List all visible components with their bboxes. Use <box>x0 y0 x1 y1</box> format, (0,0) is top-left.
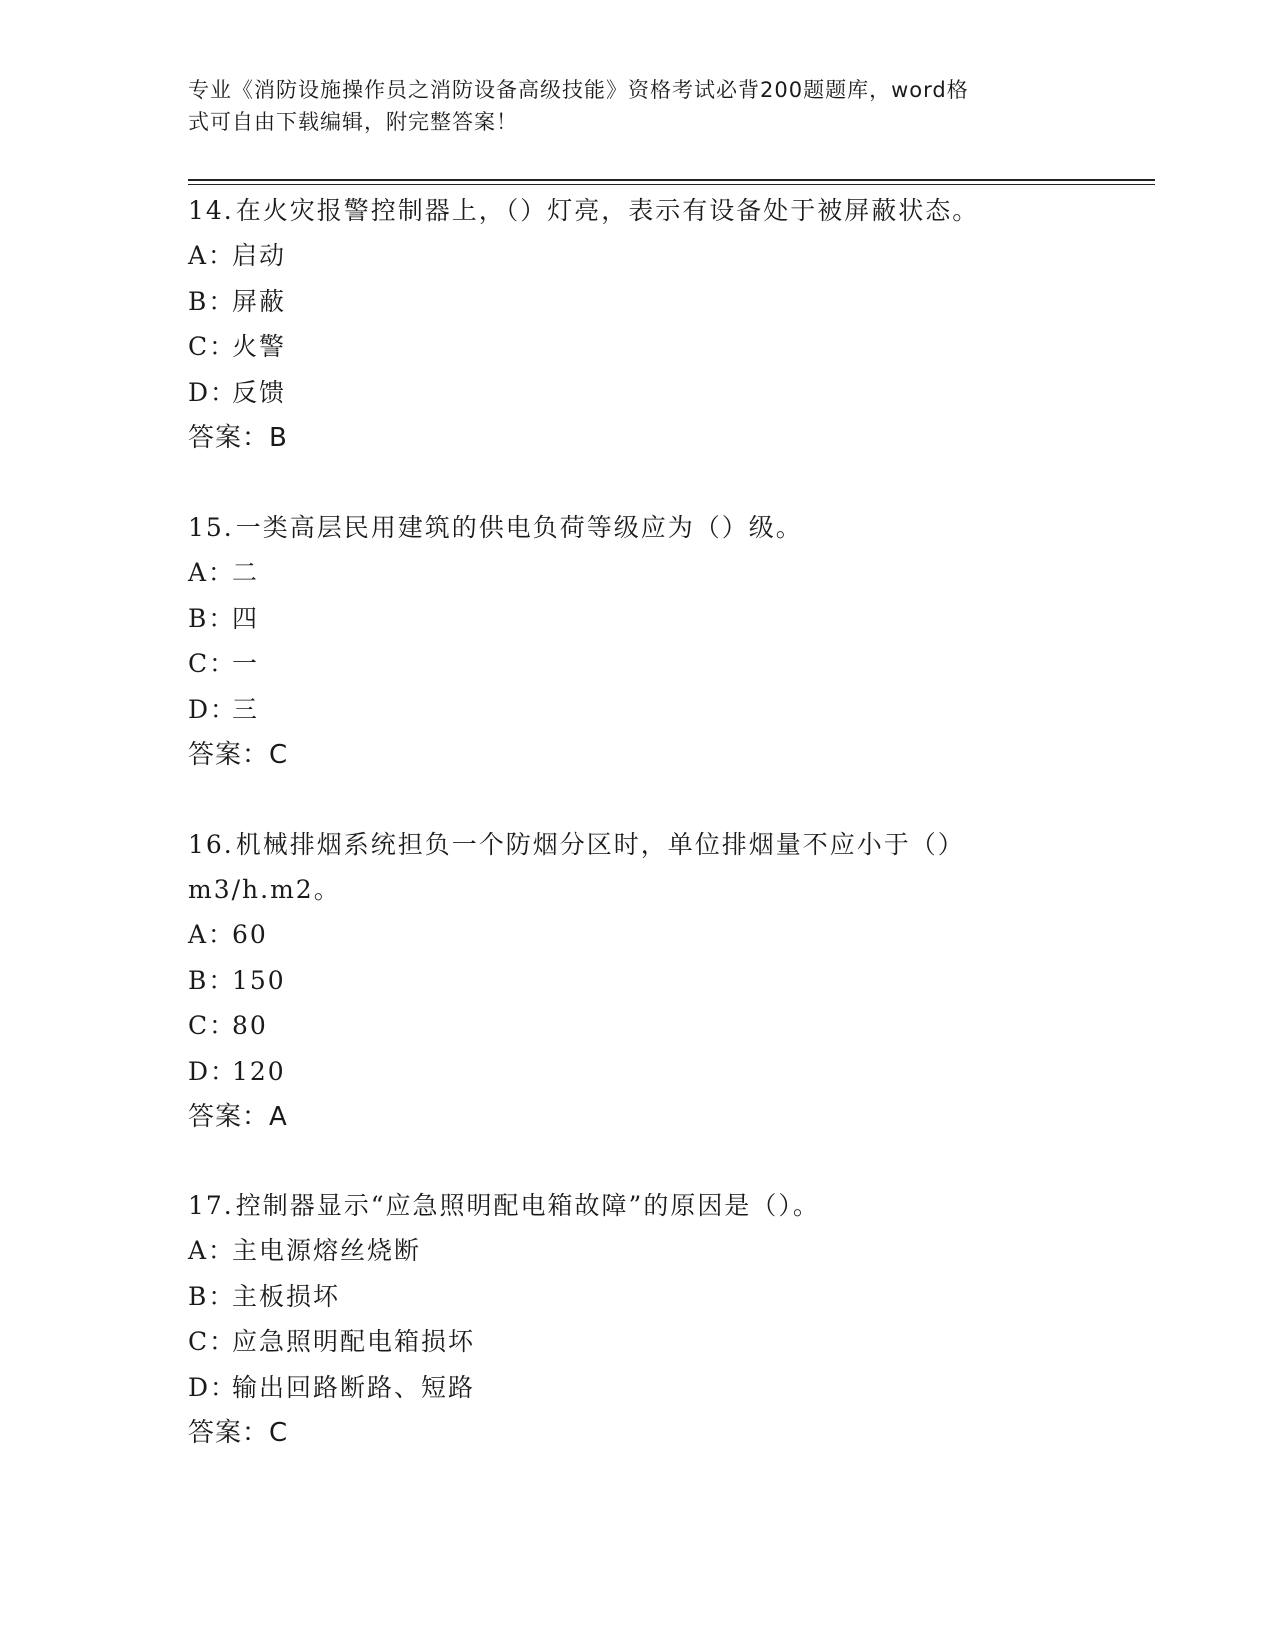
option-text: 80 <box>232 1011 268 1040</box>
header-divider-thick <box>188 179 1155 181</box>
option-key: C： <box>188 332 237 361</box>
option-d <box>188 1049 965 1095</box>
option-text: 主板损坏 <box>232 1281 341 1311</box>
option-key: B： <box>188 965 236 995</box>
option-text: 二 <box>232 558 260 587</box>
question-17 <box>188 1183 820 1456</box>
option-d <box>188 370 979 416</box>
question-number: 17. <box>188 1191 234 1220</box>
question-text: 控制器显示“应急照明配电箱故障”的原因是（）。 <box>235 1191 820 1220</box>
answer-line: 答案：B <box>188 423 288 453</box>
question-15 <box>188 505 803 778</box>
question-14 <box>188 188 979 461</box>
option-b <box>188 958 965 1004</box>
option-key: A： <box>188 558 236 587</box>
header-divider-thin <box>188 184 1155 185</box>
option-text: 120 <box>232 1056 286 1086</box>
option-text: 主电源熔丝烧断 <box>232 1236 422 1265</box>
option-c <box>188 324 979 370</box>
option-text: 四 <box>232 603 260 633</box>
question-stem <box>188 188 979 233</box>
option-a <box>188 233 979 279</box>
option-key: C： <box>188 1011 237 1040</box>
question-text: 机械排烟系统担负一个防烟分区时，单位排烟量不应小于（） <box>235 830 965 859</box>
option-text: 反馈 <box>232 377 287 407</box>
option-key: D： <box>188 1056 238 1086</box>
option-text: 三 <box>232 694 260 724</box>
option-key: C： <box>188 649 237 678</box>
question-stem <box>188 505 803 550</box>
header-line-2: 式可自由下载编辑，附完整答案！ <box>188 110 518 134</box>
option-b <box>188 1274 820 1320</box>
option-key: C： <box>188 1327 237 1356</box>
option-a <box>188 1228 820 1274</box>
option-b <box>188 596 803 642</box>
option-d <box>188 687 803 733</box>
answer-line: 答案：C <box>188 740 289 770</box>
question-stem <box>188 822 965 867</box>
option-c <box>188 641 803 687</box>
option-text: 一 <box>232 649 260 678</box>
option-key: D： <box>188 377 238 407</box>
option-a <box>188 550 803 596</box>
question-text: 在火灾报警控制器上，（）灯亮，表示有设备处于被屏蔽状态。 <box>235 196 980 225</box>
option-d <box>188 1365 820 1411</box>
option-c <box>188 1003 965 1049</box>
option-text: 启动 <box>232 241 287 270</box>
option-text: 150 <box>232 965 286 995</box>
answer-line: 答案：A <box>188 1102 288 1132</box>
option-key: D： <box>188 694 238 724</box>
option-text: 火警 <box>232 332 287 361</box>
option-text: 屏蔽 <box>232 286 287 316</box>
question-number: 14. <box>188 196 234 225</box>
option-key: A： <box>188 241 236 270</box>
option-a <box>188 912 965 958</box>
option-text: 应急照明配电箱损坏 <box>232 1327 476 1356</box>
header-line-1: 专业《消防设施操作员之消防设备高级技能》资格考试必背200题题库，word格 <box>188 78 969 102</box>
document-header <box>188 74 1068 138</box>
question-number: 15. <box>188 513 234 542</box>
question-stem-continuation: m3/h.m2。 <box>188 875 341 904</box>
option-c <box>188 1319 820 1365</box>
option-b <box>188 279 979 325</box>
answer-line: 答案：C <box>188 1418 289 1448</box>
question-text: 一类高层民用建筑的供电负荷等级应为（）级。 <box>235 513 803 542</box>
question-stem <box>188 1183 820 1228</box>
option-key: A： <box>188 1236 236 1265</box>
option-key: D： <box>188 1372 238 1402</box>
question-number: 16. <box>188 830 234 859</box>
option-key: A： <box>188 920 236 949</box>
option-text: 60 <box>232 920 268 949</box>
option-key: B： <box>188 603 236 633</box>
option-key: B： <box>188 286 236 316</box>
option-key: B： <box>188 1281 236 1311</box>
option-text: 输出回路断路、短路 <box>232 1372 476 1402</box>
question-16 <box>188 822 965 1140</box>
